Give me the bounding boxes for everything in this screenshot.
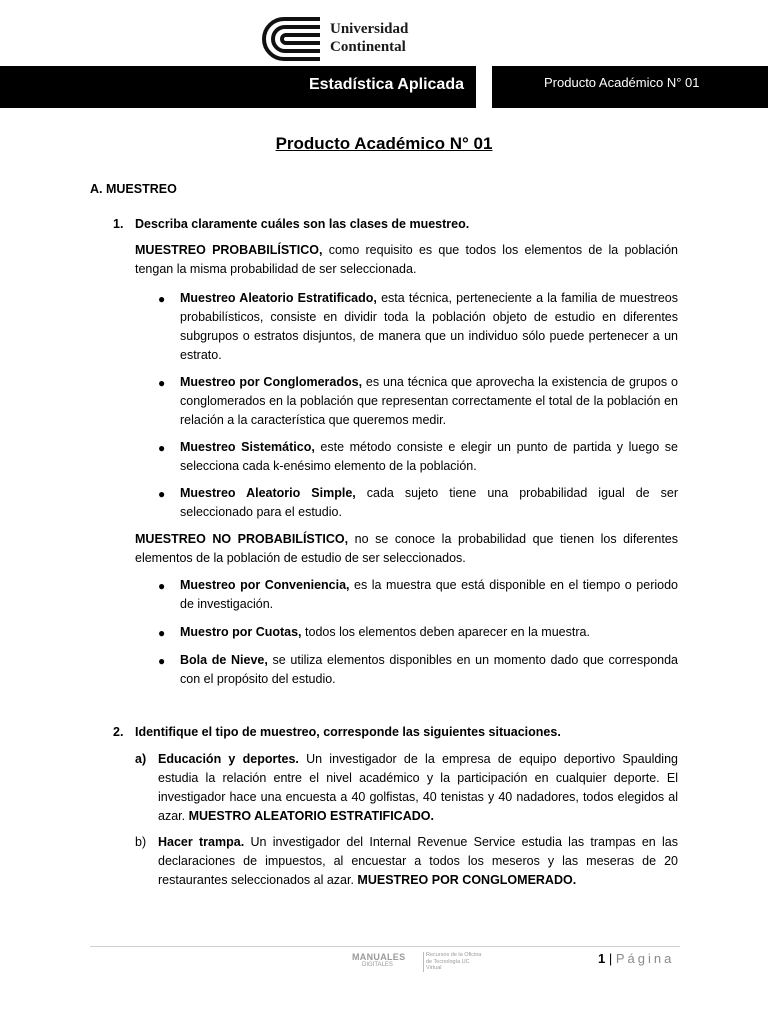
list-item: Muestreo por Conveniencia, es la muestra que está disponible en el tiempo o periodo de investigación. bbox=[180, 578, 678, 611]
item-letter: b) bbox=[135, 835, 147, 849]
list-item: Muestreo Aleatorio Simple, cada sujeto tiene una probabilidad igual de ser seleccionado para el estudio. bbox=[180, 486, 678, 519]
question-number: 1. bbox=[113, 217, 124, 231]
university-logo-icon bbox=[262, 16, 324, 62]
course-header-bar bbox=[0, 66, 476, 108]
list-item: Muestreo Aleatorio Estratificado, esta técnica, perteneciente a la familia de muestreos probabilísticos, consiste en dividir toda la población objeto de estudio en diferentes subgrupos o estratos disjuntos, de manera que un individuo sólo puede pertenecer a un estrato. bbox=[180, 291, 678, 362]
question-text: Identifique el tipo de muestreo, corresponde las siguientes situaciones. bbox=[135, 725, 561, 739]
university-name: Universidad Continental bbox=[330, 21, 409, 55]
footer-logo: MANUALES DIGITALES Recursos de la Oficina de Tecnología UC Virtual bbox=[352, 952, 482, 971]
footer-divider bbox=[90, 946, 680, 947]
bullet-icon: ● bbox=[158, 654, 166, 668]
university-logo bbox=[262, 16, 432, 62]
page-number: 1 | Página bbox=[598, 951, 675, 966]
section-heading: A. MUESTREO bbox=[90, 182, 177, 196]
question-text: Describa claramente cuáles son las clases de muestreo. bbox=[135, 217, 470, 231]
list-item: Muestreo Sistemático, este método consiste e elegir un punto de partida y luego se selecciona cada k-enésimo elemento de la población. bbox=[180, 440, 678, 473]
paragraph-probabilistic: MUESTREO PROBABILÍSTICO, como requisito es que todos los elementos de la población tengan la misma probabilidad de ser seleccionada. bbox=[135, 243, 678, 276]
list-item: Muestreo por Conglomerados, es una técnica que aprovecha la existencia de grupos o conglomerados en la población que representan correctamente el total de la población en relación a la característica que queremos medir. bbox=[180, 375, 678, 427]
question-number: 2. bbox=[113, 725, 124, 739]
bullet-icon: ● bbox=[158, 292, 166, 306]
product-header-bar bbox=[492, 66, 768, 108]
bullet-icon: ● bbox=[158, 487, 166, 501]
product-label: Producto Académico N° 01 bbox=[544, 75, 700, 90]
list-item: Hacer trampa. Un investigador del Internal Revenue Service estudia las trampas en las declaraciones de impuestos, al encuestar a todos los meseros y las meseras de 20 restaurantes seleccionados al azar. MUESTREO POR CONGLOMERADO. bbox=[158, 835, 679, 887]
document-title: Producto Académico N° 01 bbox=[275, 134, 493, 153]
list-item: Muestro por Cuotas, todos los elementos deben aparecer en la muestra. bbox=[180, 625, 590, 639]
bullet-icon: ● bbox=[158, 626, 166, 640]
course-title: Estadística Aplicada bbox=[308, 76, 464, 93]
paragraph-non-probabilistic: MUESTREO NO PROBABILÍSTICO, no se conoce la probabilidad que tienen los diferentes elementos de la población de estudio de ser seleccionados. bbox=[135, 532, 679, 565]
bullet-icon: ● bbox=[158, 579, 166, 593]
bullet-icon: ● bbox=[158, 441, 166, 455]
list-item: Educación y deportes. Un investigador de la empresa de equipo deportivo Spaulding estudia la relación entre el nivel académico y la participación en cualquier deporte. El investigador hace una encuesta a 40 golfistas, 40 tenistas y 40 nadadores, todos elegidos al azar. MUESTRO ALEATORIO ESTRATIFICADO. bbox=[158, 752, 678, 823]
list-item: Bola de Nieve, se utiliza elementos disponibles en un momento dado que corresponda con el propósito del estudio. bbox=[180, 653, 679, 686]
bullet-icon: ● bbox=[158, 376, 166, 390]
item-letter: a) bbox=[135, 752, 147, 766]
